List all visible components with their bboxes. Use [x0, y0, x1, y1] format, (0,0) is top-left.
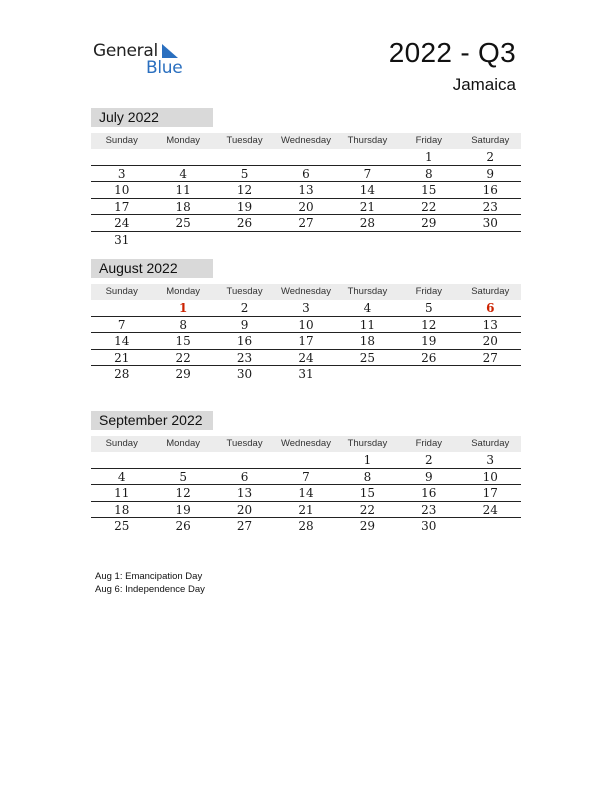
- day-cell: 11: [359, 317, 376, 332]
- day-cell: [91, 300, 152, 316]
- day-cell: 25: [175, 216, 191, 230]
- day-cell: 18: [114, 502, 130, 517]
- day-cell: 6: [302, 166, 310, 181]
- day-cell: 10: [298, 317, 314, 332]
- day-cell: 17: [114, 199, 130, 214]
- day-cell: 13: [298, 183, 314, 197]
- weekday-label: Thursday: [347, 286, 388, 297]
- day-cell: [275, 149, 336, 165]
- day-cell: 4: [117, 469, 126, 484]
- day-cell: 9: [425, 469, 433, 484]
- day-cell: 24: [482, 502, 498, 517]
- weekday-label: Friday: [415, 135, 443, 146]
- day-cell: 15: [175, 334, 191, 348]
- day-cell: 23: [421, 502, 437, 517]
- day-cell: [337, 149, 398, 165]
- month-label: September 2022: [91, 411, 213, 430]
- weekday-label: Saturday: [471, 286, 510, 297]
- day-cell: 22: [175, 350, 191, 365]
- weekday-label: Sunday: [105, 135, 138, 146]
- day-cell: 1: [363, 453, 372, 467]
- day-cell: 23: [482, 199, 498, 214]
- day-cell: 12: [175, 486, 191, 500]
- weekday-label: Wednesday: [280, 135, 331, 146]
- day-cell: [398, 366, 459, 383]
- day-cell: 2: [240, 301, 249, 315]
- day-cell: 27: [236, 519, 253, 533]
- day-cell: [460, 366, 521, 383]
- day-cell: [152, 149, 213, 165]
- day-cell: 3: [117, 166, 126, 181]
- weekday-label: Wednesday: [280, 286, 331, 297]
- day-cell: 22: [421, 199, 437, 214]
- country-name: Jamaica: [452, 75, 516, 94]
- day-cell: 16: [482, 183, 498, 197]
- day-cell: 15: [421, 183, 437, 197]
- day-cell: 14: [114, 334, 130, 348]
- weekday-label: Thursday: [347, 135, 388, 146]
- day-cell: 14: [298, 486, 314, 500]
- day-cell: 9: [486, 166, 495, 181]
- day-cell: 13: [482, 317, 498, 332]
- day-cell: 8: [425, 166, 433, 181]
- weekday-label: Monday: [166, 286, 201, 297]
- day-cell: 17: [482, 486, 498, 500]
- day-cell: 30: [421, 519, 437, 533]
- day-cell: 31: [298, 367, 314, 381]
- day-cell: [337, 232, 398, 249]
- day-cell: 16: [421, 486, 437, 500]
- day-cell: 19: [175, 502, 191, 517]
- day-cell: 29: [175, 367, 191, 381]
- day-cell: 10: [114, 183, 130, 197]
- week-row: [91, 485, 521, 502]
- week-row: [91, 518, 521, 535]
- day-cell: 10: [482, 469, 498, 484]
- week-row: [91, 149, 521, 166]
- day-cell: 8: [363, 469, 372, 484]
- day-cell: 4: [179, 166, 187, 181]
- day-cell: 7: [363, 166, 372, 181]
- day-cell: 5: [179, 469, 187, 484]
- day-cell: 24: [114, 216, 130, 230]
- day-cell: 23: [236, 350, 253, 365]
- week-row: [91, 350, 521, 367]
- day-cell: 2: [425, 453, 433, 467]
- day-cell: 18: [359, 334, 376, 348]
- week-row: [91, 502, 521, 519]
- weekday-header: [91, 284, 521, 300]
- weekday-label: Friday: [415, 438, 443, 449]
- day-cell: 28: [359, 216, 376, 230]
- day-cell: 21: [114, 350, 130, 365]
- week-row: [91, 452, 521, 469]
- month-label: July 2022: [91, 108, 213, 127]
- day-cell: 29: [421, 216, 437, 230]
- day-cell: 11: [114, 486, 130, 500]
- month-label: August 2022: [91, 259, 213, 278]
- weekday-label: Tuesday: [226, 438, 263, 449]
- day-cell: 22: [359, 502, 376, 517]
- day-cell: [91, 452, 152, 468]
- week-row: [91, 182, 521, 199]
- week-row: [91, 469, 521, 486]
- weekday-label: Sunday: [105, 438, 138, 449]
- day-cell: 3: [302, 301, 310, 315]
- month-block: [91, 259, 521, 383]
- month-block: [91, 108, 521, 248]
- weekday-label: Thursday: [347, 438, 388, 449]
- weekday-label: Wednesday: [280, 438, 331, 449]
- weekday-label: Saturday: [471, 135, 510, 146]
- day-cell: [152, 232, 213, 249]
- day-cell: 13: [236, 486, 253, 500]
- weekday-header: [91, 436, 521, 452]
- day-cell: 28: [114, 367, 130, 381]
- logo-word-general: General: [93, 41, 158, 61]
- day-cell: 5: [240, 166, 249, 181]
- day-cell: 21: [298, 502, 314, 517]
- day-cell: 26: [175, 519, 191, 533]
- day-cell: [214, 232, 275, 249]
- day-cell: 14: [359, 183, 376, 197]
- weekday-label: Monday: [166, 438, 201, 449]
- day-cell: 7: [117, 317, 126, 332]
- day-cell: 27: [482, 350, 498, 365]
- day-cell: 5: [425, 301, 433, 315]
- day-cell: 20: [482, 334, 498, 348]
- day-cell: 17: [298, 334, 314, 348]
- logo-word-blue: Blue: [146, 58, 183, 78]
- day-cell: 24: [298, 350, 314, 365]
- day-cell: 7: [302, 469, 310, 484]
- day-cell: 29: [359, 519, 376, 533]
- day-cell: 25: [114, 519, 130, 533]
- day-cell: 16: [236, 334, 253, 348]
- page-title: 2022 - Q3: [388, 37, 516, 68]
- holiday-note: Aug 1: Emancipation Day: [95, 571, 203, 582]
- day-cell: 4: [363, 301, 372, 315]
- day-cell: 28: [298, 519, 314, 533]
- day-cell: 3: [486, 453, 495, 467]
- holiday-notes: [95, 570, 205, 596]
- weekday-label: Monday: [166, 135, 201, 146]
- holiday-day-cell: 1: [178, 301, 188, 315]
- day-cell: 25: [359, 350, 376, 365]
- day-cell: 31: [114, 232, 130, 247]
- weekday-header: [91, 133, 521, 149]
- day-cell: 8: [179, 317, 187, 332]
- week-row: [91, 300, 521, 317]
- day-cell: [275, 452, 336, 468]
- week-row: [91, 215, 521, 232]
- day-cell: 2: [486, 150, 495, 164]
- day-cell: [337, 366, 398, 383]
- day-cell: 12: [236, 183, 253, 197]
- day-cell: [398, 232, 459, 249]
- week-row: [91, 366, 521, 383]
- day-cell: [214, 452, 275, 468]
- week-row: [91, 232, 521, 249]
- day-cell: 6: [240, 469, 249, 484]
- day-cell: 12: [421, 317, 437, 332]
- day-cell: [91, 149, 152, 165]
- weekday-label: Sunday: [105, 286, 138, 297]
- day-cell: 1: [425, 150, 433, 164]
- weekday-label: Friday: [415, 286, 443, 297]
- day-cell: 19: [421, 334, 437, 348]
- week-row: [91, 317, 521, 334]
- weekday-label: Tuesday: [226, 135, 263, 146]
- month-block: [91, 411, 521, 535]
- day-cell: 30: [236, 367, 253, 381]
- holiday-note: Aug 6: Independence Day: [95, 584, 205, 595]
- day-cell: 9: [240, 317, 249, 332]
- week-row: [91, 199, 521, 216]
- day-cell: 21: [359, 199, 376, 214]
- day-cell: [460, 518, 521, 535]
- day-cell: 15: [359, 486, 376, 500]
- day-cell: 26: [421, 350, 437, 365]
- day-cell: 19: [236, 199, 253, 214]
- generalblue-logo: [93, 41, 193, 81]
- holiday-day-cell: 6: [486, 301, 495, 315]
- week-row: [91, 333, 521, 350]
- day-cell: 27: [298, 216, 314, 230]
- day-cell: 11: [175, 183, 191, 197]
- day-cell: 18: [175, 199, 191, 214]
- week-row: [91, 166, 521, 183]
- day-cell: [152, 452, 213, 468]
- day-cell: [460, 232, 521, 249]
- day-cell: 26: [236, 216, 253, 230]
- day-cell: 30: [482, 216, 498, 230]
- day-cell: 20: [298, 199, 314, 214]
- day-cell: [214, 149, 275, 165]
- weekday-label: Tuesday: [226, 286, 263, 297]
- day-cell: 20: [236, 502, 253, 517]
- weekday-label: Saturday: [471, 438, 510, 449]
- day-cell: [275, 232, 336, 249]
